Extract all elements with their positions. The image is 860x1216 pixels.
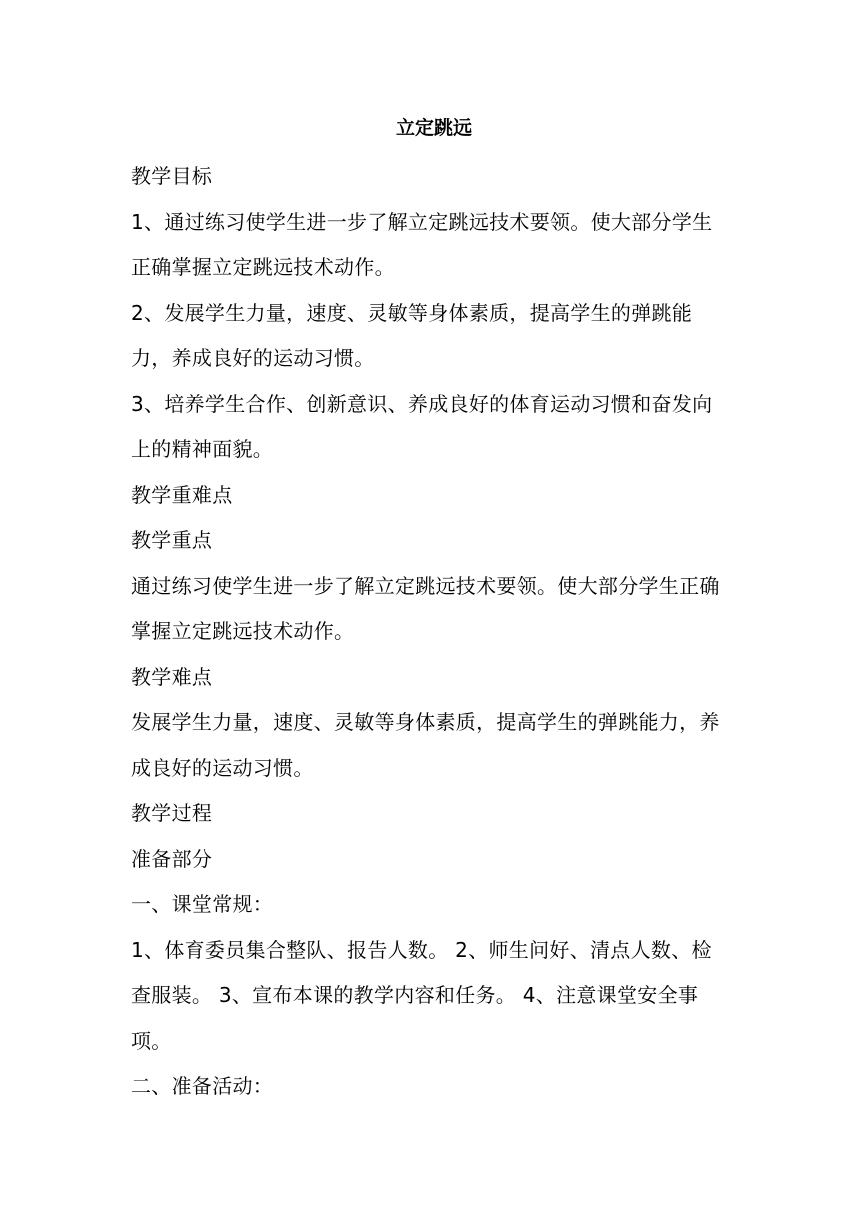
document-body <box>131 112 731 1110</box>
heading-class-routine: 一、课堂常规： <box>131 892 274 916</box>
heading-preparation-section: 准备部分 <box>131 846 213 871</box>
difficult-points-text: 发展学生力量，速度、灵敏等身体素质，提高学生的弹跳能力，养成良好的运动习惯。 <box>131 710 720 780</box>
heading-teaching-objectives: 教学目标 <box>131 164 213 188</box>
key-points-text: 通过练习使学生进一步了解立定跳远技术要领。使大部分学生正确掌握立定跳远技术动作。 <box>131 573 720 643</box>
class-routine-text: 1、体育委员集合整队、报告人数。 2、师生问好、清点人数、检查服装。 3、宣布本课的教学内容和任务。 4、注意课堂安全事项。 <box>131 937 712 1053</box>
document-title: 立定跳远 <box>395 117 472 139</box>
heading-key-points: 教学重点 <box>131 528 213 552</box>
heading-difficult-points: 教学难点 <box>131 664 213 689</box>
heading-warm-up: 二、准备活动： <box>131 1074 274 1098</box>
objective-2: 2、发展学生力量，速度、灵敏等身体素质，提高学生的弹跳能力，养成良好的运动习惯。 <box>131 300 693 370</box>
objective-3: 3、培养学生合作、创新意识、养成良好的体育运动习惯和奋发向上的精神面貌。 <box>131 391 713 461</box>
objective-1: 1、通过练习使学生进一步了解立定跳远技术要领。使大部分学生正确掌握立定跳远技术动作。 <box>131 209 713 279</box>
heading-teaching-process: 教学过程 <box>131 801 213 825</box>
heading-key-difficult-points: 教学重难点 <box>131 482 233 507</box>
